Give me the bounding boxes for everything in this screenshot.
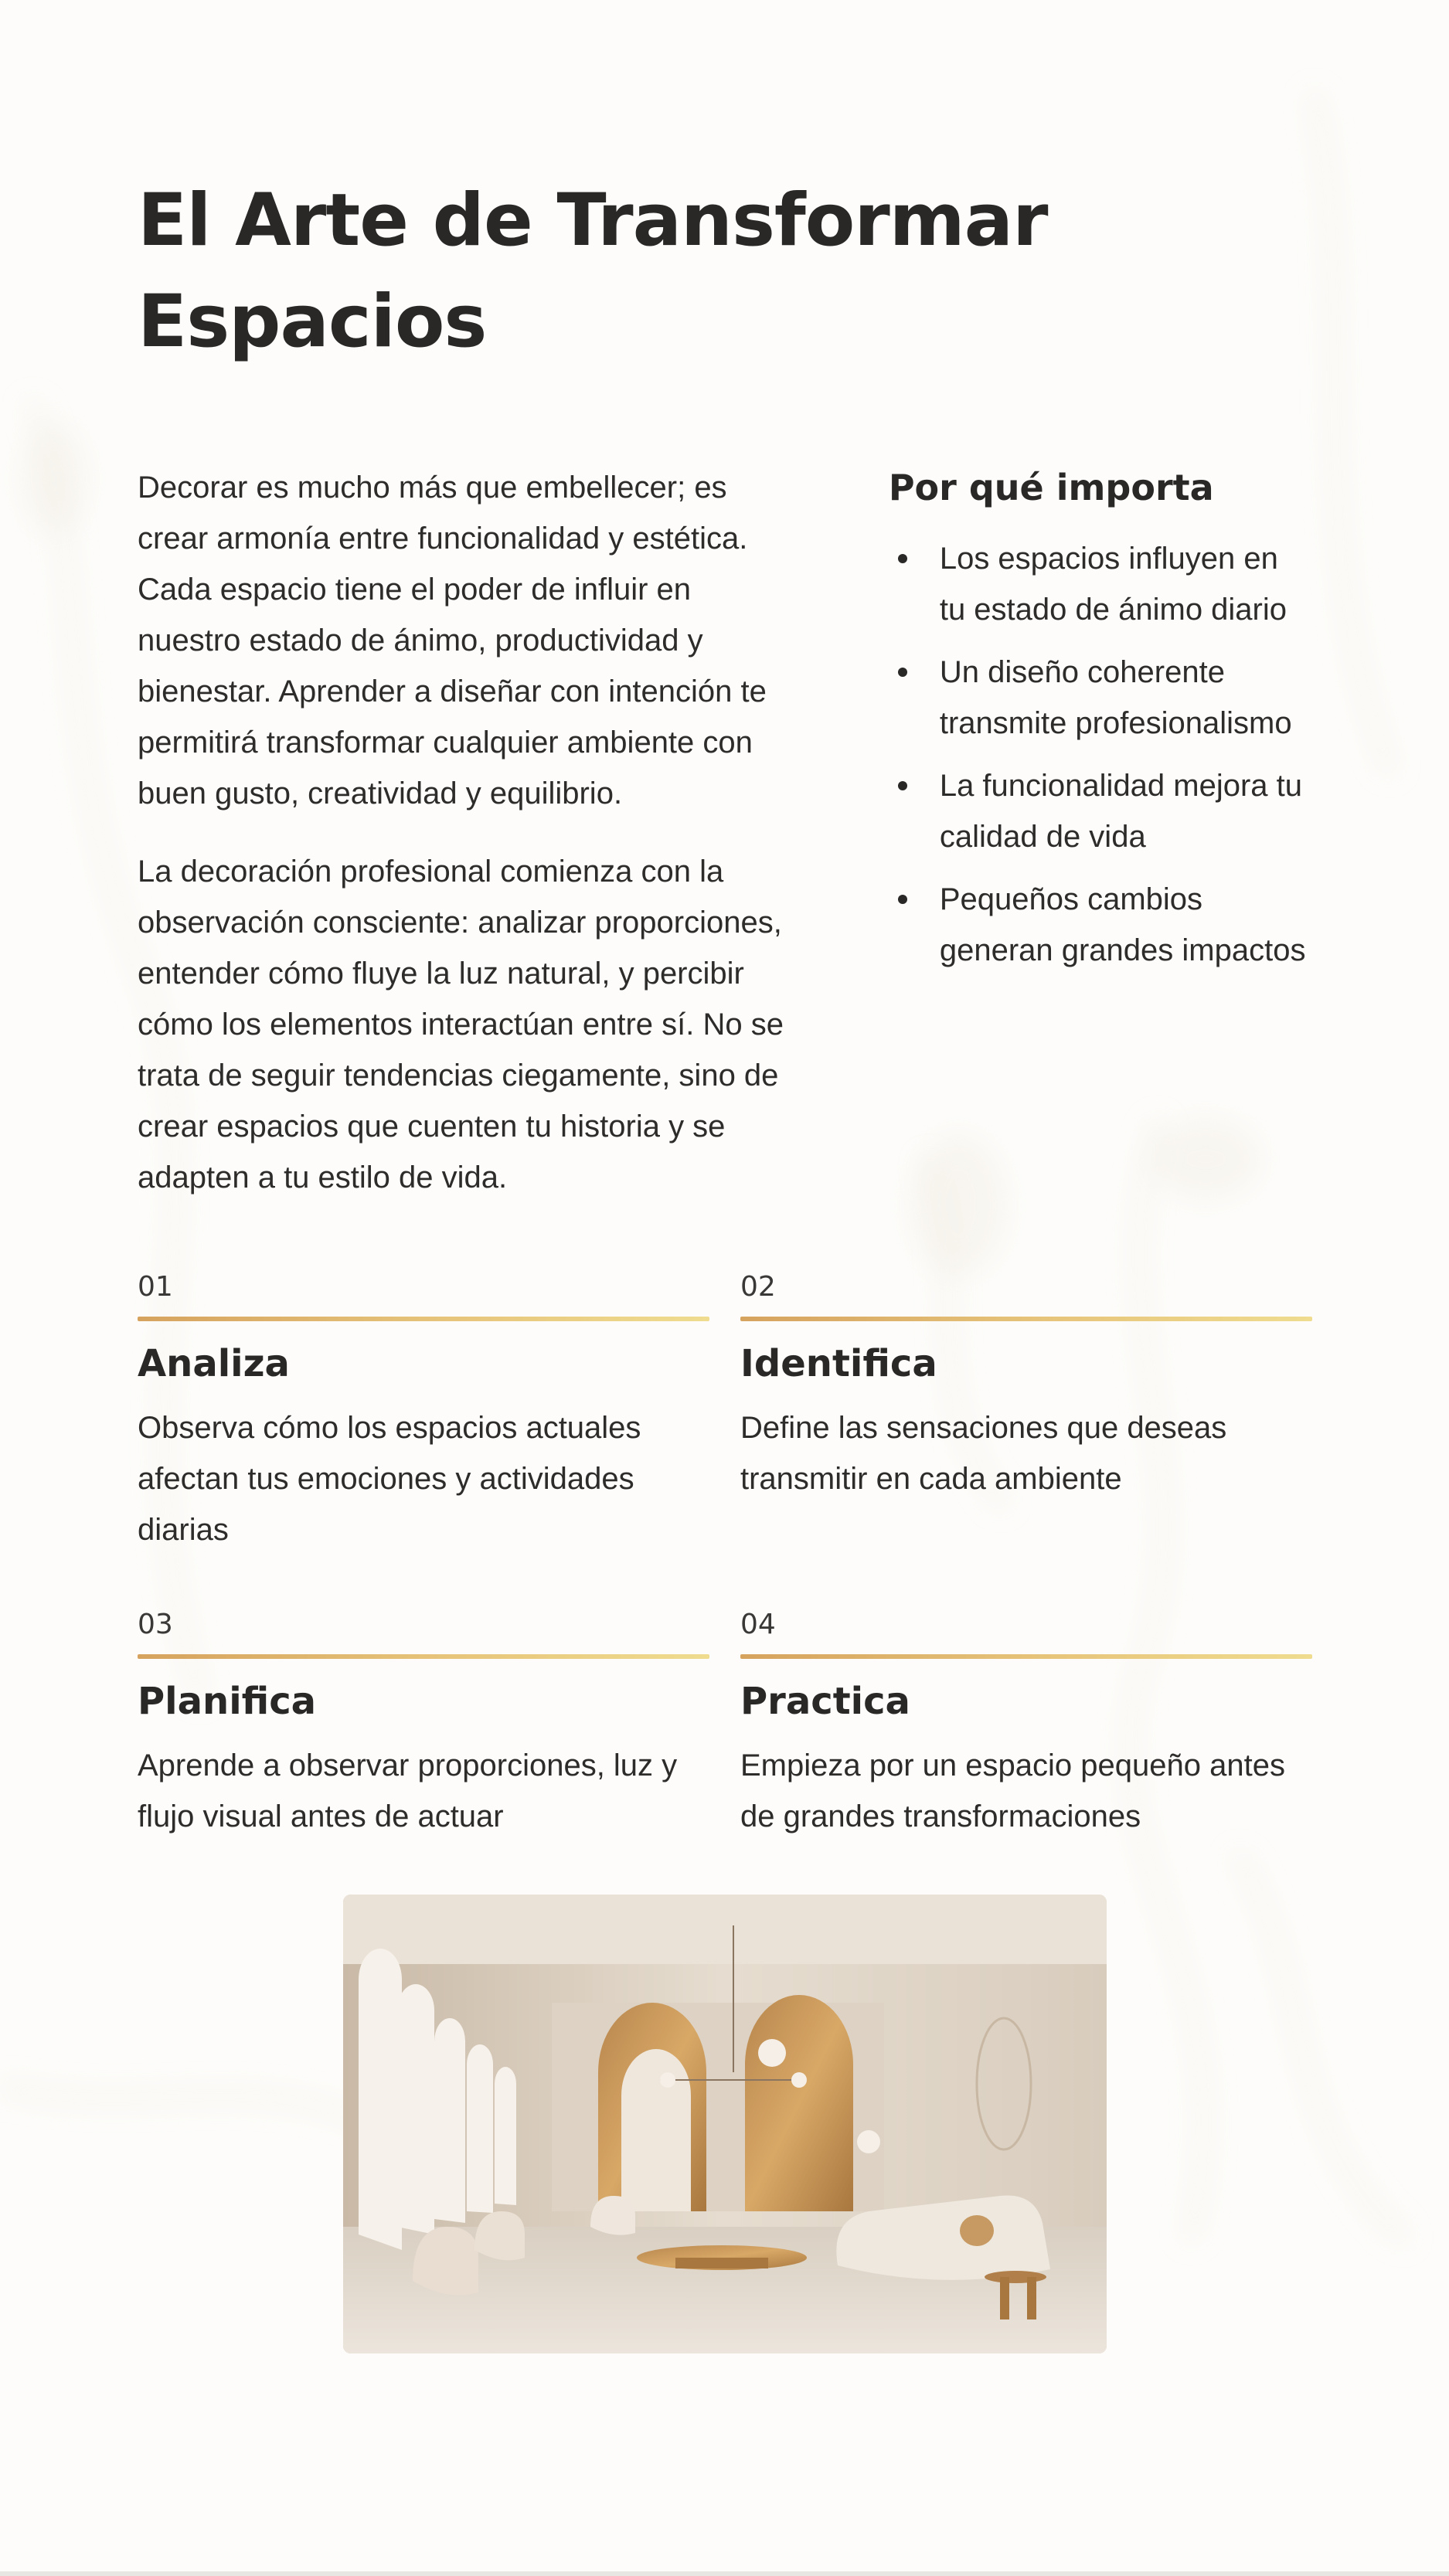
- step-number: 01: [138, 1271, 173, 1303]
- step-title: Analiza: [138, 1342, 290, 1385]
- interior-room-image: [343, 1895, 1107, 2353]
- intro-paragraph-1: Decorar es mucho más que embellecer; es crear armonía entre funcionalidad y estética. Cada espacio tiene el poder de influir en nuestro estado de ánimo, productividad y bienestar. Aprender a diseñar con intención te permitirá transformar cualquier ambiente con buen gusto, creatividad y equilibrio.: [138, 471, 767, 811]
- list-item-text: Pequeños cambios generan grandes impactos: [939, 882, 1306, 967]
- bullet-icon: [898, 668, 907, 677]
- list-item: [889, 533, 1311, 635]
- list-item-text: Los espacios influyen en tu estado de ánimo diario: [939, 542, 1287, 627]
- why-matters-heading: Por qué importa: [888, 467, 1214, 508]
- bullet-icon: [898, 781, 907, 790]
- list-item-text: Un diseño coherente transmite profesionalismo: [939, 655, 1292, 740]
- step-title: Practica: [740, 1680, 910, 1723]
- step-divider: [740, 1317, 1312, 1321]
- why-matters-panel: [889, 462, 1311, 1203]
- step-divider: [138, 1317, 709, 1321]
- step-number: 02: [740, 1271, 776, 1303]
- intro-section: [138, 462, 1311, 1203]
- list-item: [889, 874, 1311, 976]
- steps-grid: [138, 1272, 1311, 1842]
- list-item: [889, 760, 1311, 862]
- step-description: Empieza por un espacio pequeño antes de grandes transformaciones: [740, 1748, 1285, 1833]
- step-card-practica: [740, 1609, 1312, 1842]
- step-number: 04: [740, 1609, 776, 1640]
- intro-text: [138, 462, 802, 1203]
- list-item: [889, 647, 1311, 749]
- list-item-text: La funcionalidad mejora tu calidad de vida: [939, 769, 1303, 854]
- step-number: 03: [138, 1609, 173, 1640]
- why-matters-list: [889, 533, 1311, 976]
- step-title: Planifica: [138, 1680, 317, 1723]
- step-title: Identifica: [740, 1342, 937, 1385]
- step-card-identifica: [740, 1272, 1312, 1555]
- step-card-analiza: [138, 1272, 709, 1555]
- step-divider: [740, 1654, 1312, 1659]
- bullet-icon: [898, 554, 907, 563]
- step-description: Define las sensaciones que deseas transmitir en cada ambiente: [740, 1411, 1227, 1496]
- bullet-icon: [898, 895, 907, 904]
- photo-container: [138, 1895, 1311, 2353]
- step-divider: [138, 1654, 709, 1659]
- intro-paragraph-2: La decoración profesional comienza con la observación consciente: analizar proporciones, entender cómo fluye la luz natural, y percibir cómo los elementos interactúan entre sí. No se trata de seguir tendencias ciegamente, sino de crear espacios que cuenten tu historia y se adapten a tu estilo de vida.: [138, 855, 784, 1195]
- step-card-planifica: [138, 1609, 709, 1842]
- page-title: El Arte de Transformar Espacios: [138, 178, 1048, 364]
- step-description: Aprende a observar proporciones, luz y flujo visual antes de actuar: [138, 1748, 678, 1833]
- step-description: Observa cómo los espacios actuales afectan tus emociones y actividades diarias: [138, 1411, 641, 1547]
